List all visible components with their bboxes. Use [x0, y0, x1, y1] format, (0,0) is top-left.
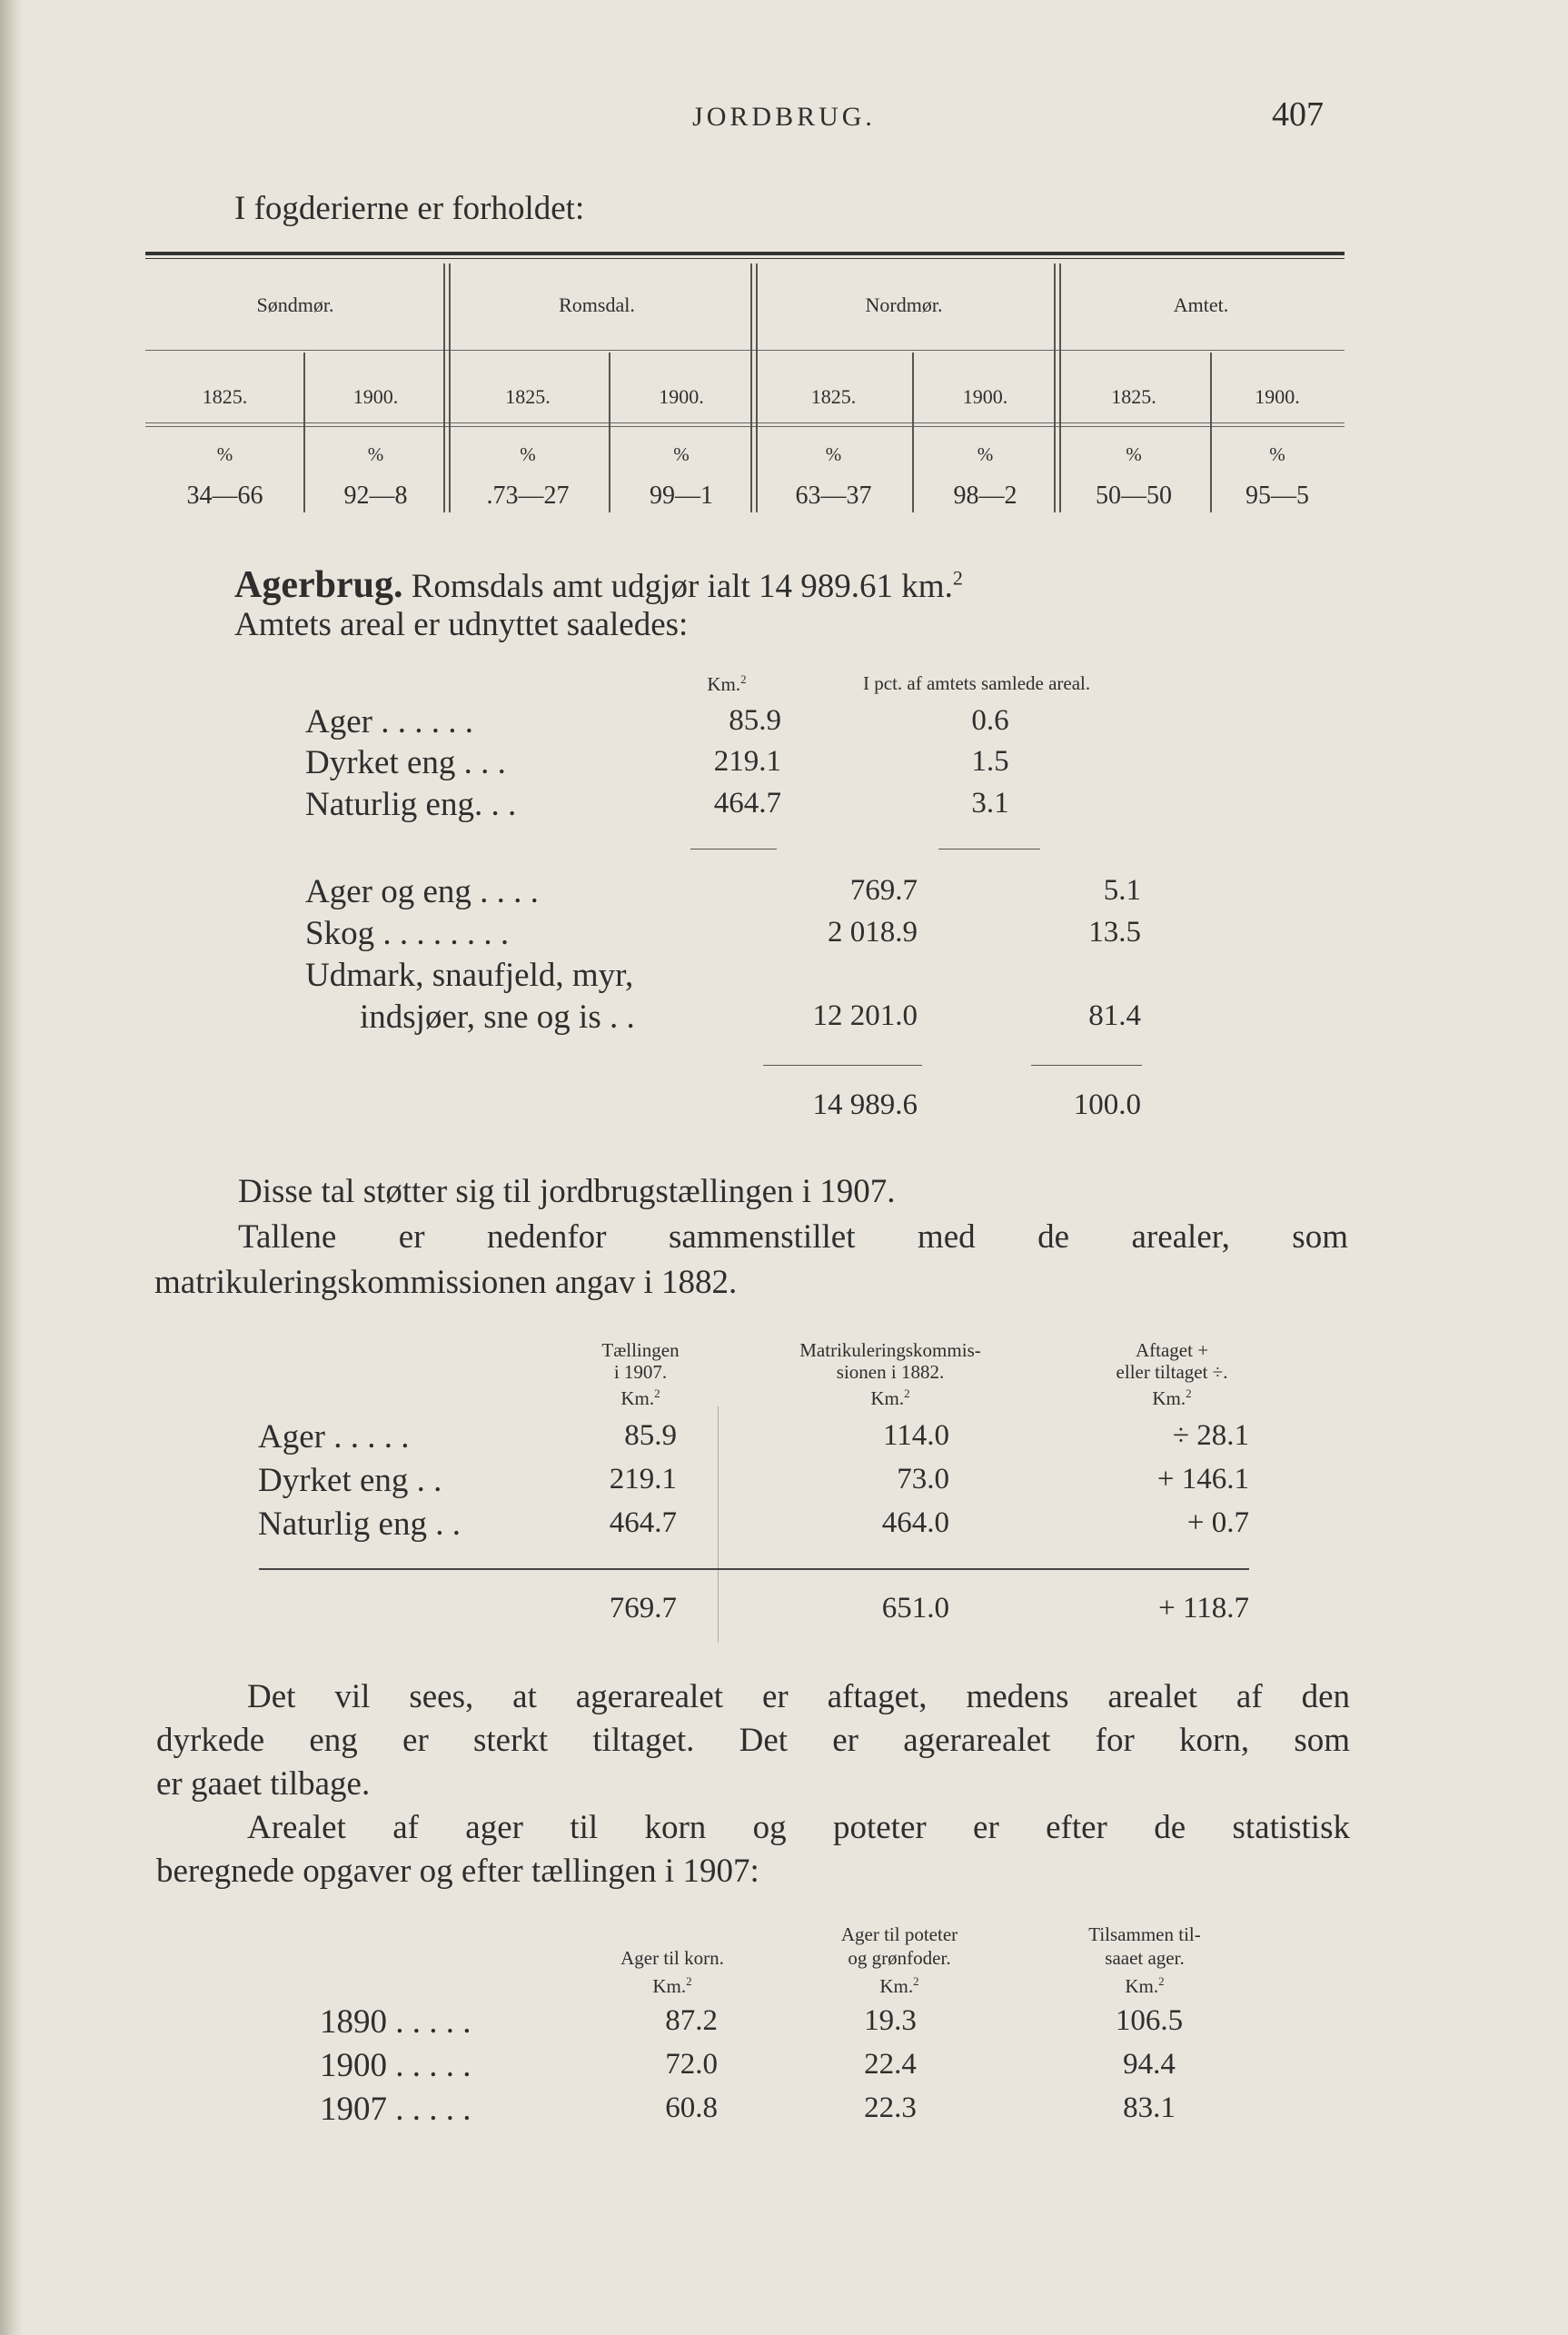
agerbrug-line2: Amtets areal er udnyttet saaledes:: [234, 606, 689, 643]
para2-line1: Disse tal støtter sig til jordbrugstællingen i 1907.: [238, 1173, 896, 1210]
row-diff: + 0.7: [1186, 1506, 1249, 1539]
row-year: 1900 . . . . .: [320, 2047, 471, 2084]
group-header-nordmor: Nordmør.: [865, 293, 943, 316]
row-t1907: 464.7: [609, 1506, 677, 1539]
column-header-korn: Ager til korn. Km.$^2$: [620, 1947, 724, 1997]
total-t1907: 769.7: [609, 1592, 677, 1625]
row-pct: 13.5: [1088, 916, 1141, 949]
running-title: JORDBRUG.: [692, 102, 876, 132]
row-poteter: 22.4: [864, 2048, 917, 2081]
row-label: Skog . . . . . . . .: [305, 915, 510, 952]
percent-sign: %: [216, 443, 233, 465]
section-heading: Agerbrug.: [234, 564, 403, 606]
row-m1882: 464.0: [881, 1506, 949, 1539]
row-total: 83.1: [1123, 2092, 1176, 2124]
row-label: Ager . . . . .: [258, 1418, 410, 1456]
row-year: 1890 . . . . .: [320, 2003, 471, 2041]
table-cell: 95—5: [1245, 482, 1309, 510]
year-header: 1825.: [1111, 385, 1156, 408]
column-header-km: Km.$^2$: [707, 672, 747, 695]
row-km: 769.7: [849, 874, 918, 907]
table-cell: 98—2: [953, 482, 1017, 510]
table-cell: 92—8: [343, 482, 408, 510]
year-header: 1900.: [352, 385, 399, 408]
row-pct: 1.5: [971, 745, 1009, 778]
row-pct: 5.1: [1103, 874, 1141, 907]
percent-sign: %: [825, 443, 842, 465]
total-m1882: 651.0: [881, 1592, 949, 1625]
row-label: Naturlig eng. . .: [305, 786, 517, 823]
percent-sign: %: [520, 443, 536, 465]
para3-line2: dyrkede eng er sterkt tiltaget. Det er agerarealet for korn, som: [156, 1722, 1350, 1759]
para3-line4: Arealet af ager til korn og poteter er efter de statistisk: [247, 1809, 1350, 1846]
row-label: indsjøer, sne og is . .: [360, 999, 635, 1036]
row-korn: 87.2: [665, 2004, 718, 2037]
group-header-romsdal: Romsdal.: [559, 293, 635, 316]
intro-line: I fogderierne er forholdet:: [234, 190, 585, 227]
group-header-amtet: Amtet.: [1173, 293, 1229, 316]
total-pct: 100.0: [1073, 1088, 1141, 1121]
row-m1882: 114.0: [882, 1419, 949, 1452]
total-km: 14 989.6: [812, 1088, 918, 1121]
column-header-matrikulering: Matrikuleringskommis- sionen i 1882. Km.$^2$: [799, 1339, 981, 1409]
table-cell: 34—66: [186, 482, 263, 510]
total-diff: + 118.7: [1158, 1592, 1249, 1625]
row-pct: 81.4: [1088, 999, 1141, 1032]
table-cell: 63—37: [795, 482, 872, 510]
column-header-tilsammen: Tilsammen til- saaet ager. Km.$^2$: [1088, 1923, 1201, 1997]
percent-sign: %: [977, 443, 994, 465]
row-korn: 72.0: [665, 2048, 718, 2081]
para3-line1: Det vil sees, at agerarealet er aftaget, medens arealet af den: [247, 1678, 1350, 1715]
row-km: 12 201.0: [812, 999, 918, 1032]
row-label: Dyrket eng . . .: [305, 744, 506, 781]
row-label: Ager . . . . . .: [305, 703, 473, 740]
row-total: 94.4: [1123, 2048, 1176, 2081]
row-km: 464.7: [713, 787, 781, 820]
percent-sign: %: [367, 443, 384, 465]
table-cell: .73—27: [486, 482, 570, 510]
row-diff: + 146.1: [1156, 1463, 1249, 1495]
year-header: 1825.: [810, 385, 857, 408]
agerbrug-paragraph: [234, 563, 963, 607]
year-header: 1825.: [505, 385, 551, 408]
para3-line5: beregnede opgaver og efter tællingen i 1907:: [156, 1853, 759, 1890]
row-poteter: 22.3: [864, 2092, 917, 2124]
row-label: Dyrket eng . .: [258, 1462, 442, 1499]
row-korn: 60.8: [665, 2092, 718, 2124]
row-pct: 0.6: [971, 704, 1009, 737]
year-header: 1900.: [659, 385, 704, 408]
table-cell: 99—1: [650, 482, 713, 510]
column-header-aftaget: Aftaget + eller tiltaget ÷. Km.$^2$: [1116, 1339, 1228, 1409]
row-label: Naturlig eng . .: [258, 1505, 461, 1543]
book-spine-shadow: [0, 0, 22, 2335]
column-header-tallingen: Tællingen i 1907. Km.$^2$: [601, 1339, 680, 1409]
para3-line3: er gaaet tilbage.: [156, 1765, 371, 1803]
row-year: 1907 . . . . .: [320, 2091, 471, 2128]
percent-sign: %: [1126, 443, 1142, 465]
row-label: Ager og eng . . . .: [305, 873, 539, 910]
percent-sign: %: [673, 443, 690, 465]
para2-line2: Tallene er nedenfor sammenstillet med de arealer, som: [238, 1218, 1348, 1256]
percent-sign: %: [1269, 443, 1285, 465]
column-header-pct: I pct. af amtets samlede areal.: [863, 672, 1091, 694]
row-diff: ÷ 28.1: [1172, 1419, 1249, 1452]
row-poteter: 19.3: [864, 2004, 917, 2037]
row-pct: 3.1: [971, 787, 1009, 820]
row-m1882: 73.0: [897, 1463, 949, 1495]
row-total: 106.5: [1115, 2004, 1184, 2037]
row-km: 85.9: [729, 704, 781, 737]
agerbrug-line1: Romsdals amt udgjør ialt 14 989.61 km.: [411, 568, 953, 605]
row-label: Udmark, snaufjeld, myr,: [305, 957, 634, 994]
year-header: 1825.: [202, 385, 248, 408]
row-km: 219.1: [713, 745, 781, 778]
para2-line3: matrikuleringskommissionen angav i 1882.: [154, 1264, 738, 1301]
page-number: 407: [1272, 95, 1324, 134]
group-header-sondmor: Søndmør.: [256, 293, 334, 316]
superscript: 2: [952, 566, 963, 590]
year-header: 1900.: [1255, 385, 1300, 408]
table-cell: 50—50: [1096, 482, 1172, 510]
row-km: 2 018.9: [828, 916, 918, 949]
column-header-poteter: Ager til poteter og grønfoder. Km.$^2$: [840, 1923, 958, 1997]
row-t1907: 85.9: [624, 1419, 677, 1452]
row-t1907: 219.1: [609, 1463, 677, 1495]
year-header: 1900.: [962, 385, 1008, 408]
